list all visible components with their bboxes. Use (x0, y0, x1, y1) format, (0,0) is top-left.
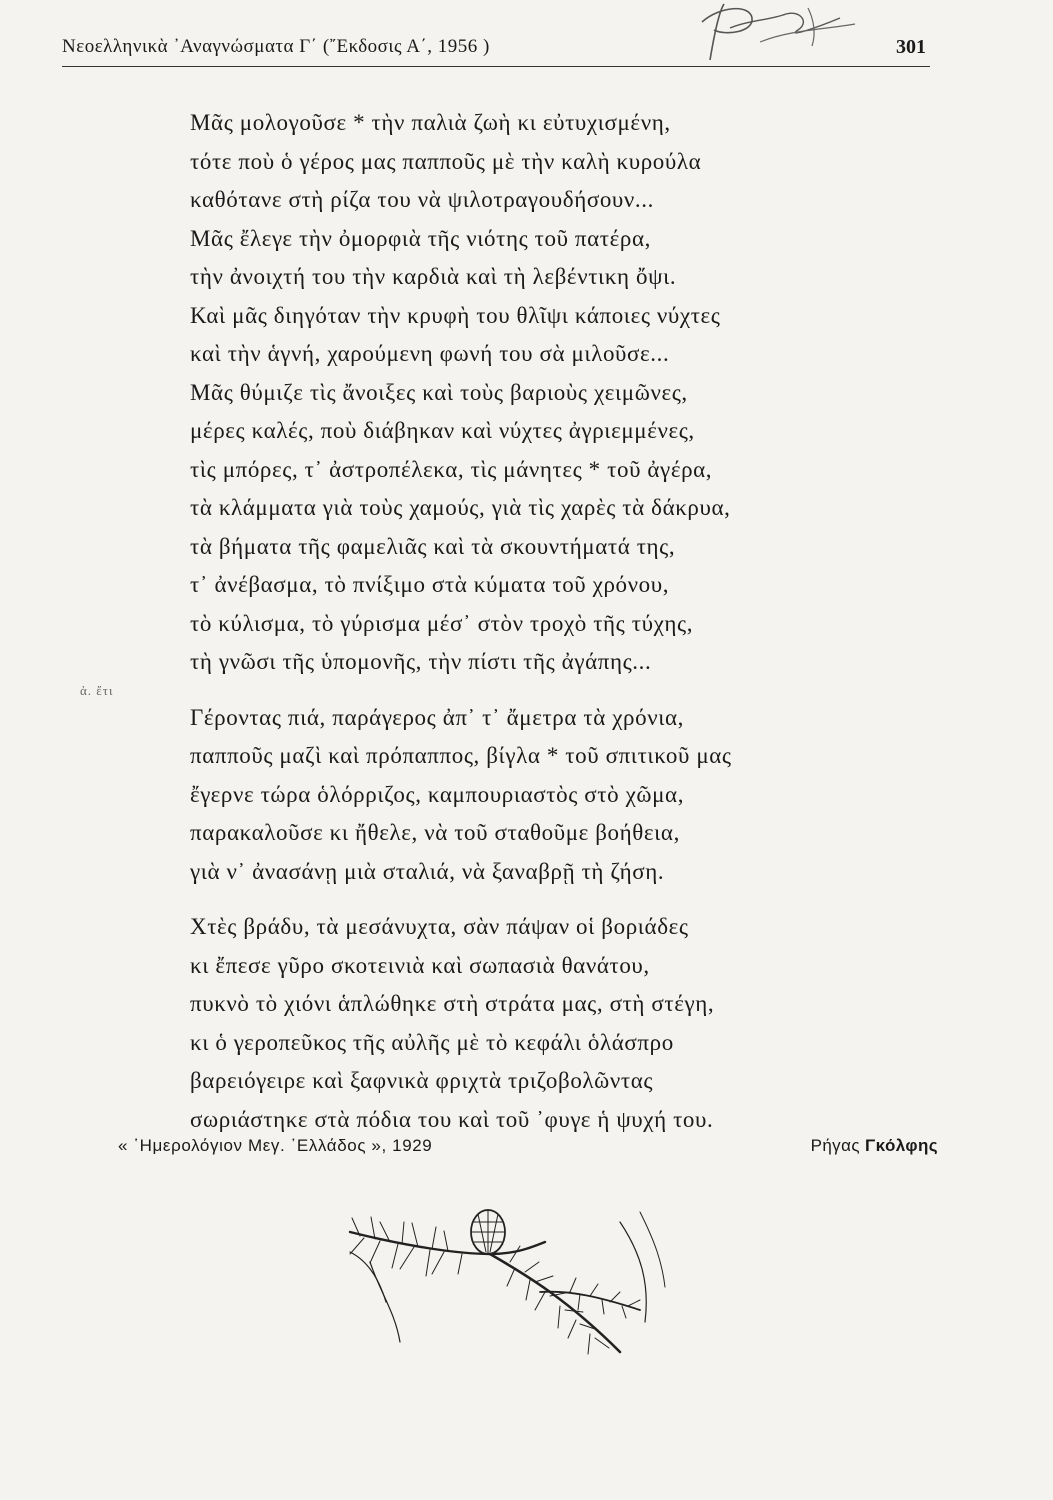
poem-line: κι ὁ γεροπεῦκος τῆς αὐλῆς μὲ τὸ κεφάλι ὁλάσπρο (190, 1029, 674, 1055)
poem-line: τὸ κύλισμα, τὸ γύρισμα μέσ᾿ στὸν τροχὸ τῆς τύχης, (190, 610, 694, 636)
poem-line: σωριάστηκε στὰ πόδια του καὶ τοῦ ᾿φυγε ἡ ψυχή του. (190, 1106, 714, 1132)
poem-line: Μᾶς μολογοῦσε * τὴν παλιὰ ζωὴ κι εὐτυχισμένη, (190, 110, 671, 135)
pine-branch-with-cone-icon (340, 1192, 680, 1392)
poem-line: τὶς μπόρες, τ᾿ ἀστροπέλεκα, τὶς μάνητες * τοῦ ἀγέρα, (190, 456, 713, 482)
author-name (811, 1136, 938, 1156)
page-number: 301 (896, 36, 926, 58)
poem-line: Μᾶς ἔλεγε τὴν ὀμορφιὰ τῆς νιότης τοῦ πατέρα, (190, 225, 651, 251)
stanza-3 (190, 908, 950, 1139)
margin-annotation: ἀ. ἔτι (80, 683, 114, 698)
poem-line: καὶ τὴν ἁγνή, χαρούμενη φωνή του σὰ μιλοῦσε... (190, 341, 670, 366)
poem-line: τ᾿ ἀνέβασμα, τὸ πνίξιμο στὰ κύματα τοῦ χρόνου, (190, 572, 670, 597)
poem-line: τὰ κλάμματα γιὰ τοὺς χαμούς, γιὰ τὶς χαρὲς τὰ δάκρυα, (190, 495, 731, 520)
poem-line: παρακαλοῦσε κι ἤθελε, νὰ τοῦ σταθοῦμε βοήθεια, (190, 820, 680, 845)
poem-line: μέρες καλές, ποὺ διάβηκαν καὶ νύχτες ἀγριεμμένες, (190, 418, 695, 443)
poem-line: παπποῦς μαζὶ καὶ πρόπαππος, βίγλα * τοῦ σπιτικοῦ μας (190, 743, 732, 768)
source-citation: « ῾Ημερολόγιον Μεγ. ῾Ελλάδος », 1929 (118, 1136, 433, 1155)
poem-line: Καὶ μᾶς διηγόταν τὴν κρυφὴ του θλῖψι κάποιες νύχτες (190, 302, 721, 328)
poem-line: τότε ποὺ ὁ γέρος μας παπποῦς μὲ τὴν καλὴ κυρούλα (190, 148, 702, 174)
header-title: Νεοελληνικὰ ᾿Αναγνώσματα Γ΄ (῎Εκδοσις Α΄, 1956 ) (62, 36, 490, 57)
poem-line: γιὰ ν᾿ ἀνασάνῃ μιὰ σταλιά, νὰ ξαναβρῇ τὴ ζήση. (190, 858, 665, 884)
poem-line: βαρειόγειρε καὶ ξαφνικὰ φριχτὰ τριζοβολῶντας (190, 1068, 654, 1093)
poem-line: τὰ βήματα τῆς φαμελιᾶς καὶ τὰ σκουντήματά της, (190, 533, 676, 559)
poem-line: καθότανε στὴ ρίζα του νὰ ψιλοτραγουδήσουν... (190, 187, 654, 212)
attribution (118, 1136, 938, 1166)
poem-line: πυκνὸ τὸ χιόνι ἁπλώθηκε στὴ στράτα μας, στὴ στέγη, (190, 991, 715, 1016)
poem-line: ἔγερνε τώρα ὁλόρριζος, καμπουριαστὸς στὸ χῶμα, (190, 781, 685, 807)
pine-cone (471, 1210, 505, 1254)
author-surname: Γκόλφης (865, 1136, 938, 1155)
poem-line: κι ἔπεσε γῦρο σκοτεινιὰ καὶ σωπασιὰ θανάτου, (190, 952, 650, 978)
author-given-name: Ρήγας (810, 1136, 860, 1155)
poem-line: Γέροντας πιά, παράγερος ἀπ᾿ τ᾿ ἄμετρα τὰ χρόνια, (190, 704, 684, 730)
poem-line: Χτὲς βράδυ, τὰ μεσάνυχτα, σὰν πάψαν οἱ βοριάδες (190, 914, 689, 939)
poem-line: τὴ γνῶσι τῆς ὑπομονῆς, τὴν πίστι τῆς ἀγάπης... (190, 649, 652, 674)
poem-line: τὴν ἀνοιχτή του τὴν καρδιὰ καὶ τὴ λεβέντικη ὄψι. (190, 264, 677, 289)
stanza-1 (190, 104, 950, 682)
handwritten-initials-icon (690, 0, 870, 70)
poem-line: Μᾶς θύμιζε τὶς ἄνοιξες καὶ τοὺς βαριοὺς χειμῶνες, (190, 379, 688, 405)
poem-body (190, 104, 950, 1156)
stanza-2 (190, 699, 950, 892)
